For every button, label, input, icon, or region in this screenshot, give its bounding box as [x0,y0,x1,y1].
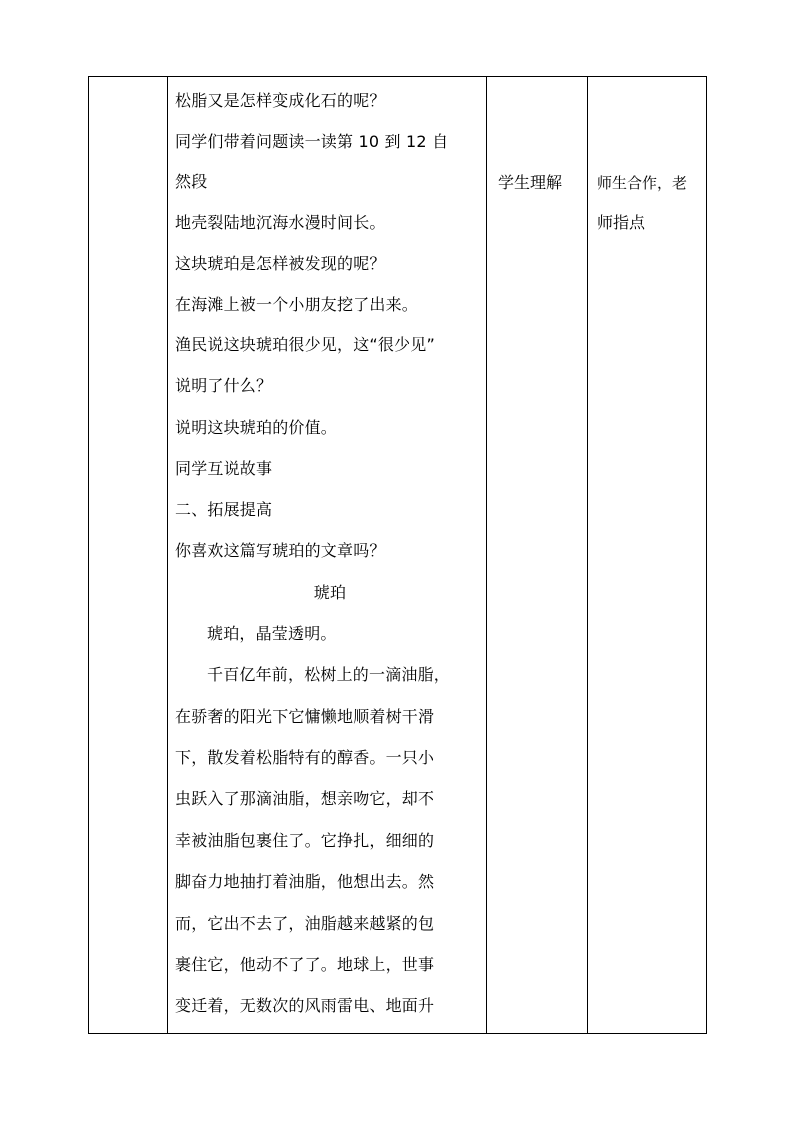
text-line: 说明这块琥珀的价值。 [175,418,338,437]
teacher-activity-line: 师指点 [597,213,646,232]
poem-line: 千百亿年前，松树上的一滴油脂， [207,665,451,684]
text-line: 在海滩上被一个小朋友挖了出来。 [175,295,419,314]
text-line: 地壳裂陆地沉海水漫时间长。 [175,213,386,232]
poem-title: 琥珀 [313,583,347,602]
poem-line: 下，散发着松脂特有的醇香。一只小 [175,748,435,767]
text-line: 然段 [175,172,208,191]
poem-line: 裹住它，他动不了了。地球上，世事 [175,955,435,974]
teacher-activity-line: 师生合作，老 [597,174,688,192]
poem-line: 变迁着，无数次的风雨雷电、地面升 [175,996,435,1015]
text-line: 你喜欢这篇写琥珀的文章吗？ [175,541,386,560]
text-line: 这块琥珀是怎样被发现的呢？ [175,254,386,273]
column-divider [587,77,588,1033]
text-line: 渔民说这块琥珀很少见，这“很少见” [175,335,435,354]
poem-line: 脚奋力地抽打着油脂，他想出去。然 [175,872,435,891]
text-line: 同学们带着问题读一读第 10 到 12 自 [175,132,449,151]
poem-line: 幸被油脂包裹住了。它挣扎，细细的 [175,831,435,850]
poem-line: 在骄奢的阳光下它慵懒地顺着树干滑 [175,707,435,726]
lesson-plan-table [88,76,707,1034]
text-line: 说明了什么？ [175,376,273,395]
column-divider [167,77,168,1033]
column-divider [486,77,487,1033]
text-line: 松脂又是怎样变成化石的呢？ [175,91,386,110]
text-line: 二、拓展提高 [175,500,273,519]
text-line: 同学互说故事 [175,459,273,478]
poem-line: 琥珀，晶莹透明。 [207,624,337,643]
student-activity-text: 学生理解 [498,173,563,192]
poem-line: 虫跃入了那滴油脂，想亲吻它，却不 [175,789,435,808]
poem-line: 而，它出不去了，油脂越来越紧的包 [175,914,435,933]
